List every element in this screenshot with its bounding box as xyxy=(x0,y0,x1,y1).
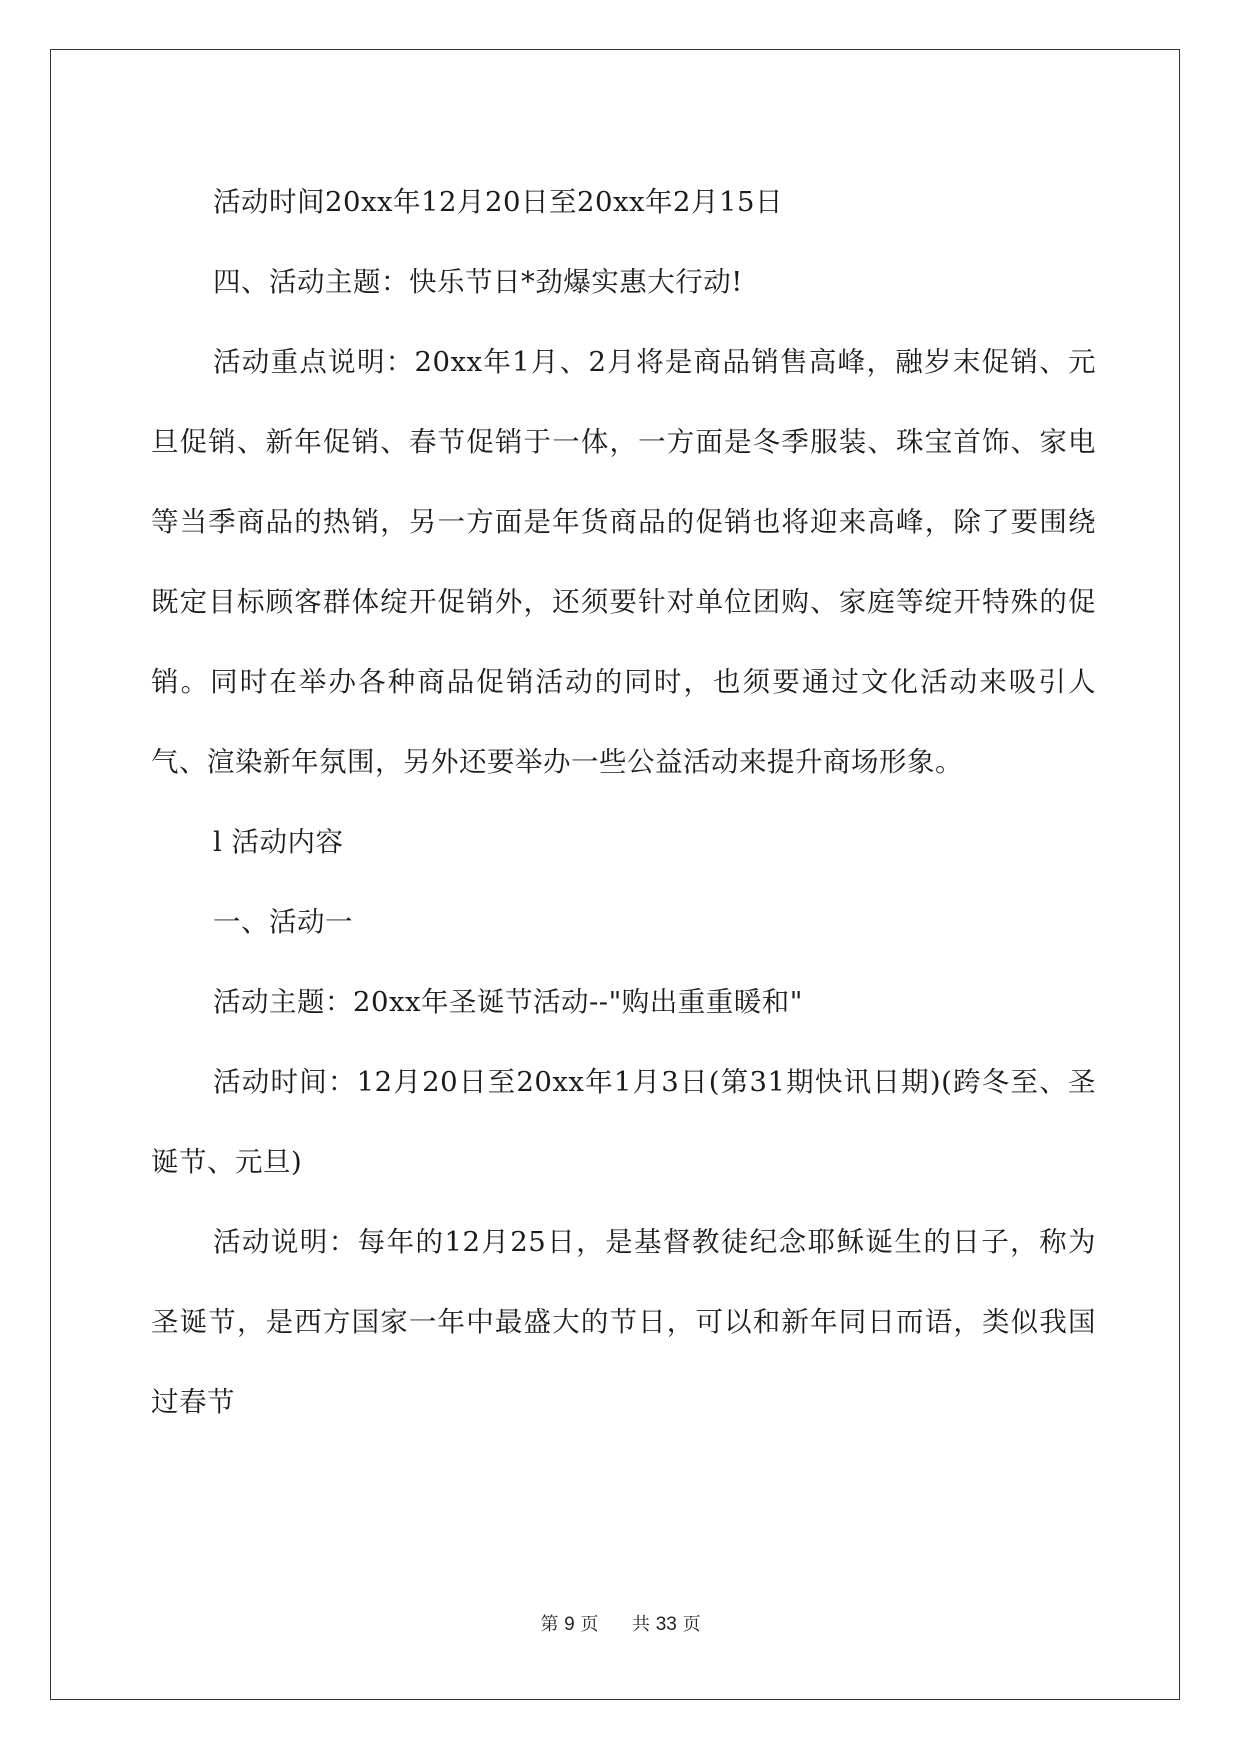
footer-total-pages: 33 xyxy=(655,1614,677,1635)
paragraph-christmas-time: 活动时间：12月20日至20xx年1月3日(第31期快讯日期)(跨冬至、圣诞节、元旦) xyxy=(151,1066,1096,1178)
paragraph-key-description: 活动重点说明：20xx年1月、2月将是商品销售高峰，融岁末促销、元旦促销、新年促销、春节促销于一体，一方面是冬季服装、珠宝首饰、家电等当季商品的热销，另一方面是年货商品的促销也将迎来高峰，除了要围绕既定目标顾客群体绽开促销外，还须要针对单位团购、家庭等绽开特殊的促销。同时在举办各种商品促销活动的同时，也须要通过文化活动来吸引人气、渲染新年氛围，另外还要举办一些公益活动来提升商场形象。 xyxy=(151,346,1096,778)
footer-prefix: 第 xyxy=(540,1614,559,1635)
page-footer xyxy=(0,1610,1241,1636)
paragraph-activity-time: 活动时间20xx年12月20日至20xx年2月15日 xyxy=(213,186,783,218)
footer-page-suffix: 页 xyxy=(580,1614,599,1635)
paragraph-activity-content-heading: l 活动内容 xyxy=(213,826,344,858)
footer-page-number: 9 xyxy=(564,1614,575,1635)
footer-total-suffix: 页 xyxy=(682,1614,701,1635)
paragraph-activity-theme: 四、活动主题：快乐节日*劲爆实惠大行动! xyxy=(213,266,743,298)
paragraph-christmas-theme: 活动主题：20xx年圣诞节活动--"购出重重暖和" xyxy=(213,986,803,1018)
paragraph-activity-one-heading: 一、活动一 xyxy=(213,906,353,938)
paragraph-christmas-description: 活动说明：每年的12月25日，是基督教徒纪念耶稣诞生的日子，称为圣诞节，是西方国家一年中最盛大的节日，可以和新年同日而语，类似我国过春节 xyxy=(151,1226,1096,1418)
footer-total-prefix: 共 xyxy=(631,1614,650,1635)
document-body xyxy=(151,162,1096,1442)
